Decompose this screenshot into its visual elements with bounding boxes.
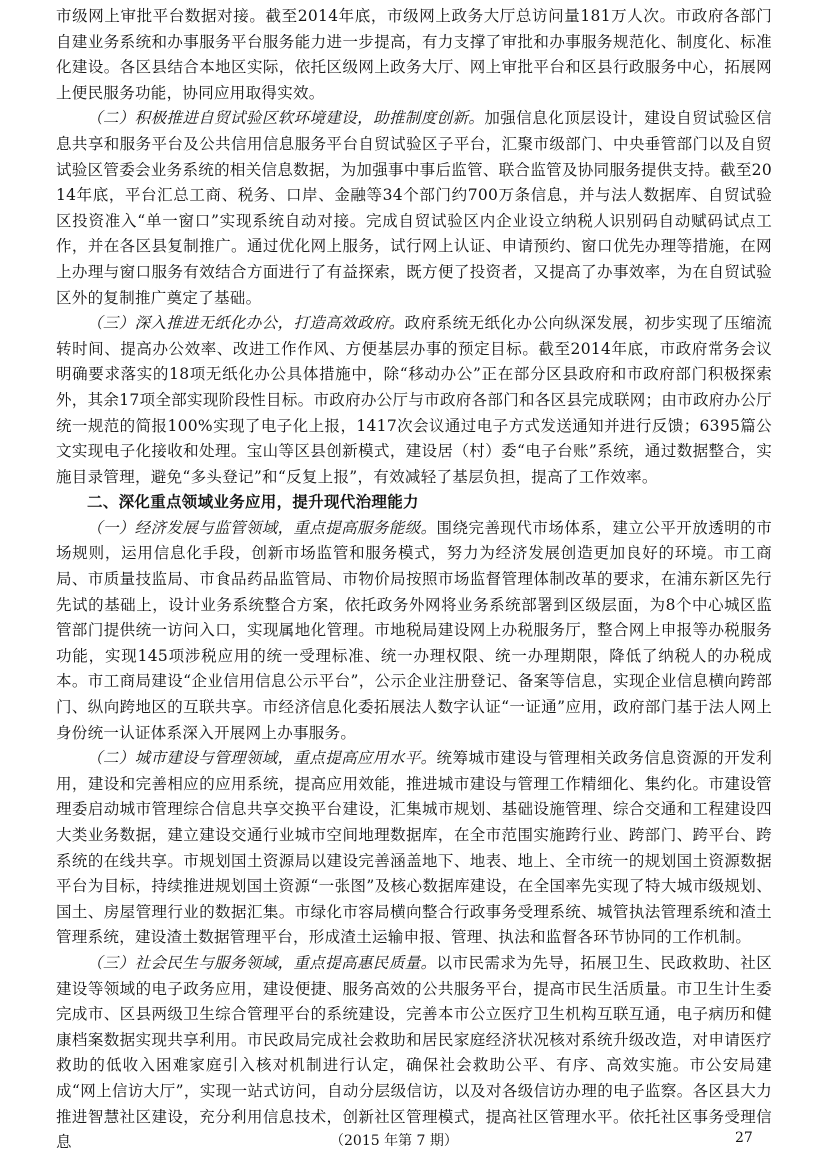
paragraph-1 xyxy=(56,4,772,106)
paragraph-lead: （三）社会民生与服务领域，重点提高惠民质量。 xyxy=(87,953,437,972)
issue-label: （2015 年第 7 期） xyxy=(330,1133,458,1149)
section-heading: 二、深化重点领域业务应用，提升现代治理能力 xyxy=(87,493,419,512)
document-body xyxy=(56,4,772,1156)
paragraph-3 xyxy=(56,311,772,490)
paragraph-lead: （二）城市建设与管理领域，重点提高应用水平。 xyxy=(87,749,437,768)
page-footer xyxy=(0,1130,827,1154)
paragraph-6 xyxy=(56,951,772,1156)
paragraph-lead: （三）深入推进无纸化办公，打造高效政府。 xyxy=(87,314,405,333)
paragraph-lead: （一）经济发展与监管领域，重点提高服务能级。 xyxy=(87,518,437,537)
paragraph-lead: （二）积极推进自贸试验区软环境建设，助推制度创新。 xyxy=(87,109,485,128)
page-number: 27 xyxy=(735,1130,753,1146)
paragraph-text: 以市民需求为先导，拓展卫生、民政救助、社区建设等领域的电子政务应用，建设便捷、服务高效的公共服务平台，提高市民生活质量。市卫生计生委完成市、区县两级卫生综合管理平台的系统建设，完善本市公立医疗卫生机构互联互通，电子病历和健康档案数据实现共享利用。市民政局完成社会救助和居民家庭经济状况核对系统升级改造，对申请医疗救助的低收入困难家庭引入核对机制进行认定，确保社会救助公平、有序、高效实施。市公安局建成“网上信访大厅”，实现一站式访问，自动分层级信访，以及对各级信访办理的电子监察。各区县大力推进智慧社区建设，充分利用信息技术，创新社区管理模式，提高社区管理水平。依托社区事务受理信息 xyxy=(56,953,772,1152)
paragraph-5 xyxy=(56,746,772,951)
paragraph-4 xyxy=(56,516,772,746)
paragraph-text: 统筹城市建设与管理相关政务信息资源的开发利用，建设和完善相应的应用系统，提高应用效能，推进城市建设与管理工作精细化、集约化。市建设管理委启动城市管理综合信息共享交换平台建设，汇集城市规划、基础设施管理、综合交通和工程建设四大类业务数据，建立建设交通行业城市空间地理数据库，在全市范围实施跨行业、跨部门、跨平台、跨系统的在线共享。市规划国土资源局以建设完善涵盖地下、地表、地上、全市统一的规划国土资源数据平台为目标，持续推进规划国土资源“一张图”及核心数据库建设，在全国率先实现了特大城市级规划、国土、房屋管理行业的数据汇集。市绿化市容局横向整合行政事务受理系统、城管执法管理系统和渣土管理系统，建设渣土数据管理平台，形成渣土运输申报、管理、执法和监督各环节协同的工作机制。 xyxy=(56,749,772,947)
paragraph-text: 加强信息化顶层设计，建设自贸试验区信息共享和服务平台及公共信用信息服务平台自贸试验区子平台，汇聚市级部门、中央垂管部门以及自贸试验区管委会业务系统的相关信息数据，为加强事中事后监管、联合监管及协同服务提供支持。截至2014年底，平台汇总工商、税务、口岸、金融等34个部门约700万条信息，并与法人数据库、自贸试验区投资准入“单一窗口”实现系统自动对接。完成自贸试验区内企业设立纳税人识别码自动赋码试点工作，并在各区县复制推广。通过优化网上服务，试行网上认证、申请预约、窗口优先办理等措施，在网上办理与窗口服务有效结合方面进行了有益探索，既方便了投资者，又提高了办事效率，为在自贸试验区外的复制推广奠定了基础。 xyxy=(56,109,772,307)
paragraph-2 xyxy=(56,106,772,311)
paragraph-text: 政府系统无纸化办公向纵深发展，初步实现了压缩流转时间、提高办公效率、改进工作作风、方便基层办事的预定目标。截至2014年底，市政府常务会议明确要求落实的18项无纸化办公具体措施中，除“移动办公”正在部分区县政府和市政府部门积极探索外，其余17项全部实现阶段性目标。市政府办公厅与市政府各部门和各区县完成联网；由市政府办公厅统一规范的简报100%实现了电子化上报，1417次会议通过电子方式发送通知并进行反馈；6395篇公文实现电子化接收和处理。宝山等区县创新模式，建设居（村）委“电子台账”系统，通过数据整合，实施目录管理，避免“多头登记”和“反复上报”，有效减轻了基层负担，提高了工作效率。 xyxy=(56,314,772,486)
paragraph-text: 围绕完善现代市场体系，建立公平开放透明的市场规则，运用信息化手段，创新市场监管和服务模式，努力为经济发展创造更加良好的环境。市工商局、市质量技监局、市食品药品监管局、市物价局按照市场监督管理体制改革的要求，在浦东新区先行先试的基础上，设计业务系统整合方案，依托政务外网将业务系统部署到区级层面，为8个中心城区监管部门提供统一访问入口，实现属地化管理。市地税局建设网上办税服务厅，整合网上申报等办税服务功能，实现145项涉税应用的统一受理标准、统一办理权限、统一办理期限，降低了纳税人的办税成本。市工商局建设“企业信用信息公示平台”，公示企业注册登记、备案等信息，实现企业信息横向跨部门、纵向跨地区的互联共享。市经济信息化委拓展法人数字认证“一证通”应用，政府部门基于法人网上身份统一认证体系深入开展网上办事服务。 xyxy=(56,518,772,742)
paragraph-text: 市级网上审批平台数据对接。截至2014年底，市级网上政务大厅总访问量181万人次。市政府各部门自建业务系统和办事服务平台服务能力进一步提高，有力支撑了审批和办事服务规范化、制度化、标准化建设。各区县结合本地区实际，依托区级网上政务大厅、网上审批平台和区县行政服务中心，拓展网上便民服务功能，协同应用取得实效。 xyxy=(56,7,772,102)
